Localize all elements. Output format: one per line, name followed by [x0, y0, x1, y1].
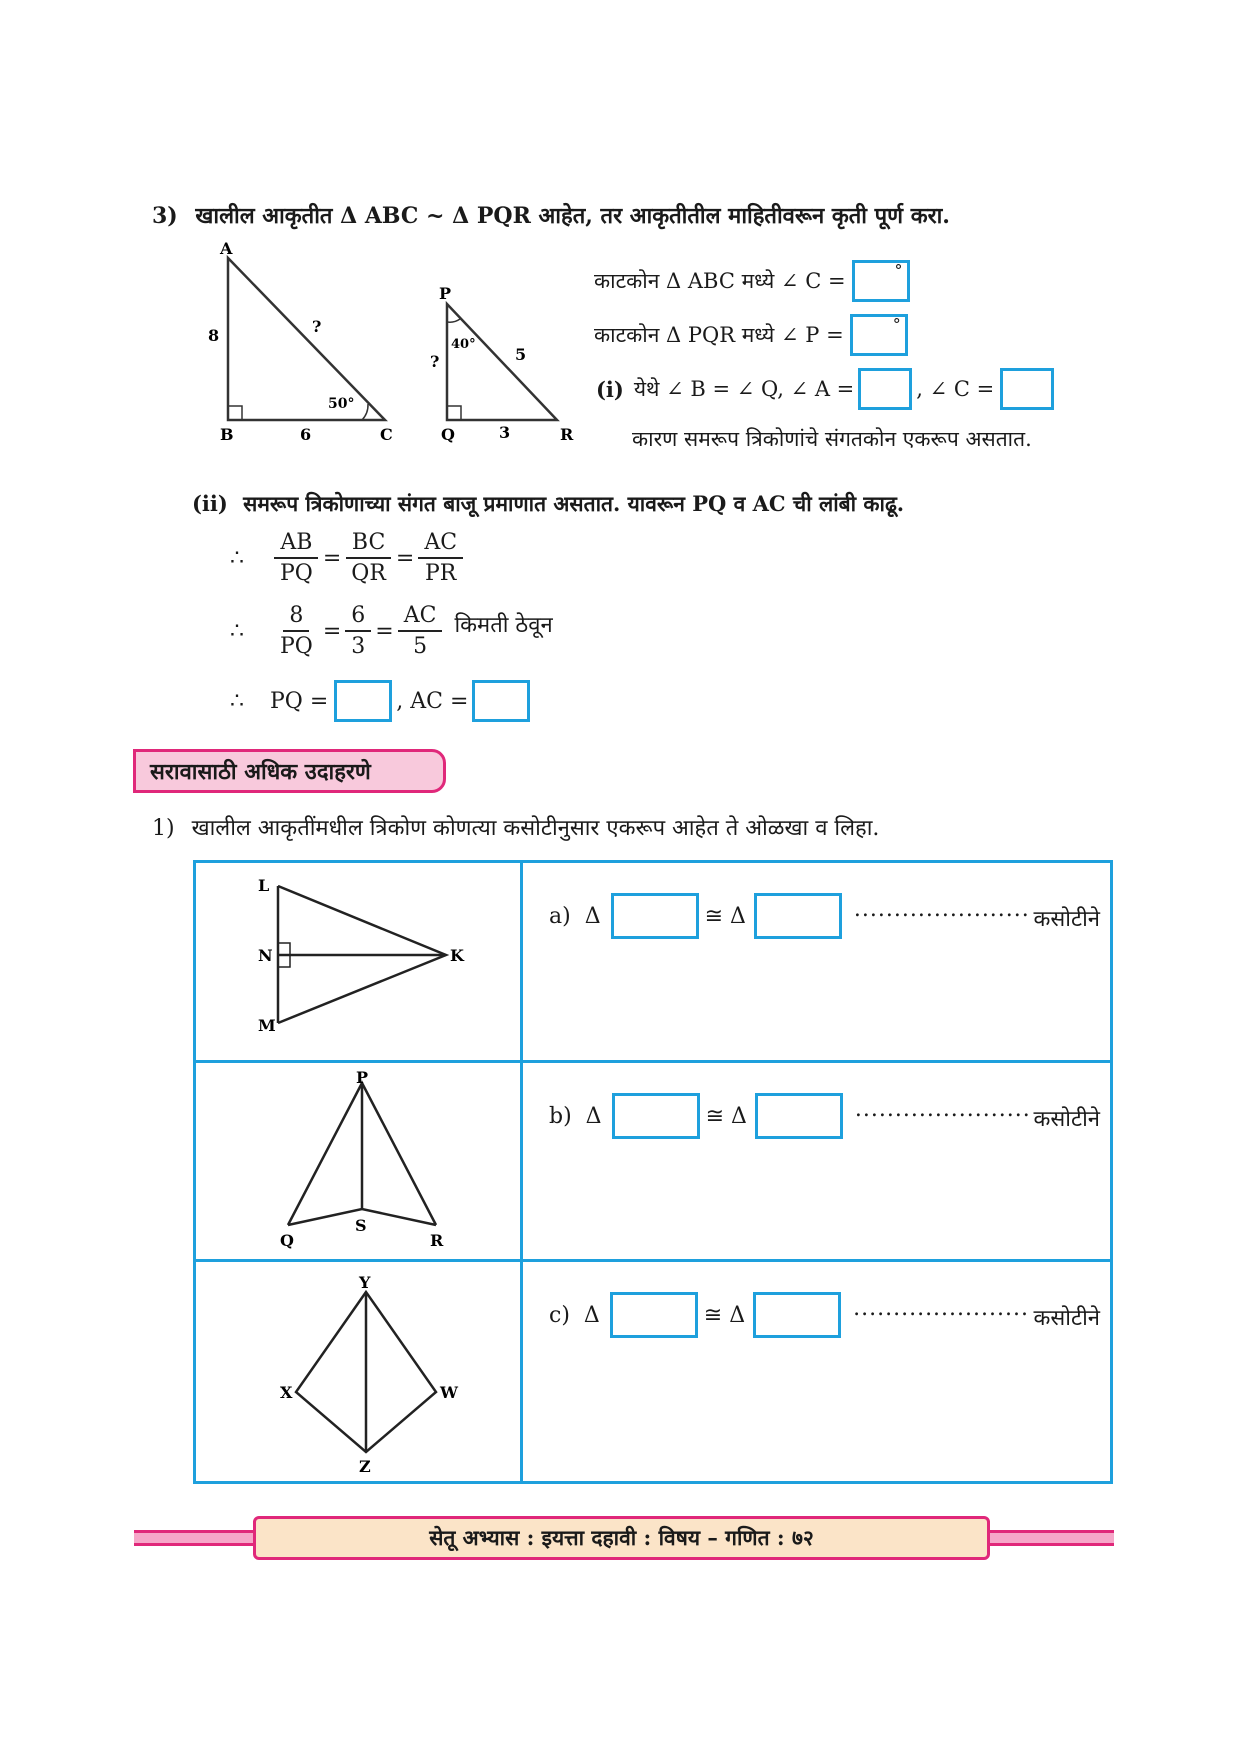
- side-ac-label: ?: [312, 317, 322, 336]
- reason-text: कारण समरूप त्रिकोणांचे संगतकोन एकरूप असतात.: [632, 427, 1032, 451]
- ratio-denominator: PQ: [280, 634, 313, 659]
- answer-cell: [522, 1062, 1112, 1261]
- triangle-2-answer-box[interactable]: [755, 1093, 843, 1139]
- congruent-symbol: ≅ Δ: [704, 903, 746, 929]
- angle-p-answer-box[interactable]: [850, 314, 908, 356]
- statement-angle-p-text: काटकोन Δ PQR मध्ये ∠ P =: [594, 323, 844, 347]
- practice-q-number: 1): [152, 816, 175, 841]
- row-label: b): [549, 1103, 572, 1129]
- equals-sign: =: [395, 545, 415, 571]
- vertex-s: S: [355, 1216, 367, 1235]
- figure-cell: [195, 1062, 522, 1261]
- ratio-numerator: AC: [398, 603, 443, 632]
- pq-label: PQ =: [270, 688, 329, 714]
- practice-q-text: खालील आकृतींमधील त्रिकोण कोणत्या कसोटीनुसार एकरूप आहेत ते ओळखा व लिहा.: [191, 816, 880, 841]
- congruence-row-a: [549, 893, 1109, 939]
- vertex-w: W: [440, 1383, 458, 1402]
- ratio-denominator: 3: [351, 634, 366, 659]
- statement-i: [596, 368, 1054, 410]
- ratio-denominator: PQ: [280, 561, 313, 586]
- equals-sign: =: [322, 545, 342, 571]
- vertex-q: Q: [280, 1231, 294, 1250]
- row-label: c): [549, 1302, 570, 1328]
- figure-pqsr: [196, 1063, 520, 1255]
- statement-angle-c: [594, 260, 910, 302]
- ac-answer-box[interactable]: [472, 680, 530, 722]
- figure-lmk: [196, 863, 520, 1056]
- ratio-denominator: 5: [413, 634, 428, 659]
- triangle-1-answer-box[interactable]: [612, 1093, 700, 1139]
- triangle-2-answer-box[interactable]: [754, 893, 842, 939]
- blank-dots: ......................: [854, 1096, 1031, 1122]
- ratio-row-2: [230, 603, 553, 659]
- therefore-symbol: ∴: [230, 688, 244, 714]
- answer-cell: [522, 862, 1112, 1062]
- figure-cell: [195, 862, 522, 1062]
- vertex-z: Z: [359, 1457, 371, 1476]
- equals-sign: =: [375, 618, 394, 644]
- delta-symbol: Δ: [584, 903, 601, 929]
- part-i-text-2: , ∠ C =: [916, 377, 995, 401]
- ratio-numerator: AC: [418, 530, 463, 559]
- ratio-numerator: 8: [283, 603, 309, 632]
- vertex-n: N: [258, 946, 273, 965]
- vertex-x: X: [280, 1383, 293, 1402]
- congruent-symbol: ≅ Δ: [705, 1103, 747, 1129]
- triangle-2-answer-box[interactable]: [753, 1292, 841, 1338]
- figure-cell: [195, 1261, 522, 1483]
- vertex-l: L: [258, 876, 270, 895]
- answer-row: [230, 680, 530, 722]
- side-bc-label: 6: [300, 425, 312, 444]
- kasotine-text: कसोटीने: [1033, 1306, 1100, 1331]
- question-3-title: [152, 200, 950, 230]
- vertex-p: P: [439, 284, 452, 303]
- ratio-denominator: QR: [351, 561, 386, 586]
- part-ii-label: (ii): [192, 491, 228, 516]
- part-i-label: (i): [596, 376, 624, 402]
- congruence-row-c: [549, 1292, 1109, 1338]
- equals-sign: =: [322, 618, 342, 644]
- ratio-numerator: AB: [274, 530, 318, 559]
- congruence-table: [193, 860, 1113, 1484]
- part-ii: [192, 490, 904, 518]
- vertex-p: P: [356, 1068, 369, 1087]
- degree-symbol: °: [894, 261, 903, 280]
- question-text: खालील आकृतीत Δ ABC ~ Δ PQR आहेत, तर आकृतीतील माहितीवरून कृती पूर्ण करा.: [195, 203, 950, 229]
- degree-symbol: °: [892, 315, 901, 334]
- triangle-pqr-figure: [425, 282, 585, 452]
- table-row: [195, 862, 1112, 1062]
- ratio-denominator: PR: [425, 561, 457, 586]
- ratio-numerator: BC: [346, 530, 391, 559]
- side-pq-label: ?: [430, 352, 440, 371]
- triangle-1-answer-box[interactable]: [611, 893, 699, 939]
- question-number: 3): [152, 203, 178, 229]
- congruence-row-b: [549, 1093, 1109, 1139]
- therefore-symbol: ∴: [230, 618, 244, 644]
- angle-c-label: 50°: [328, 396, 355, 412]
- vertex-y: Y: [359, 1273, 371, 1292]
- part-ii-text: समरूप त्रिकोणाच्या संगत बाजू प्रमाणात असतात. यावरून PQ व AC ची लांबी काढू.: [243, 491, 905, 516]
- statement-angle-c-text: काटकोन Δ ABC मध्ये ∠ C =: [594, 269, 846, 293]
- row-label: a): [549, 903, 571, 929]
- figure-xyzw: [196, 1262, 520, 1477]
- kasotine-text: कसोटीने: [1033, 907, 1100, 932]
- answer-cell: [522, 1261, 1112, 1483]
- substitute-note: किमती ठेवून: [454, 613, 553, 638]
- therefore-symbol: ∴: [230, 545, 244, 571]
- side-pr-label: 5: [515, 345, 527, 364]
- side-ab-label: 8: [208, 326, 220, 345]
- angle-a-answer-box[interactable]: [858, 368, 912, 410]
- vertex-r: R: [560, 425, 574, 444]
- triangle-abc-figure: [200, 240, 410, 450]
- angle-c2-answer-box[interactable]: [1000, 368, 1054, 410]
- practice-heading: सरावासाठी अधिक उदाहरणे: [133, 749, 446, 793]
- angle-c-answer-box[interactable]: [852, 260, 910, 302]
- kasotine-text: कसोटीने: [1033, 1107, 1100, 1132]
- vertex-k: K: [450, 946, 464, 965]
- footer-title: सेतू अभ्यास : इयत्ता दहावी : विषय – गणित : ७२: [253, 1516, 990, 1560]
- table-row: [195, 1261, 1112, 1483]
- blank-dots: ......................: [853, 1295, 1029, 1321]
- side-qr-label: 3: [499, 423, 511, 442]
- practice-question-1: [152, 812, 879, 842]
- vertex-a: A: [220, 240, 233, 258]
- angle-p-label: 40°: [451, 337, 476, 352]
- part-i-text: येथे ∠ B = ∠ Q, ∠ A =: [633, 377, 855, 401]
- triangle-1-answer-box[interactable]: [610, 1292, 698, 1338]
- vertex-m: M: [258, 1016, 276, 1035]
- vertex-b: B: [220, 425, 234, 444]
- pq-answer-box[interactable]: [334, 680, 392, 722]
- delta-symbol: Δ: [583, 1302, 600, 1328]
- table-row: [195, 1062, 1112, 1261]
- congruent-symbol: ≅ Δ: [703, 1302, 746, 1328]
- ac-label: , AC =: [396, 688, 469, 714]
- vertex-q: Q: [441, 425, 455, 444]
- vertex-c: C: [380, 425, 393, 444]
- blank-dots: ......................: [853, 896, 1030, 922]
- ratio-numerator: 6: [345, 603, 371, 632]
- ratio-row-1: [230, 530, 467, 586]
- delta-symbol: Δ: [585, 1103, 602, 1129]
- vertex-r: R: [430, 1231, 444, 1250]
- statement-angle-p: [594, 314, 908, 356]
